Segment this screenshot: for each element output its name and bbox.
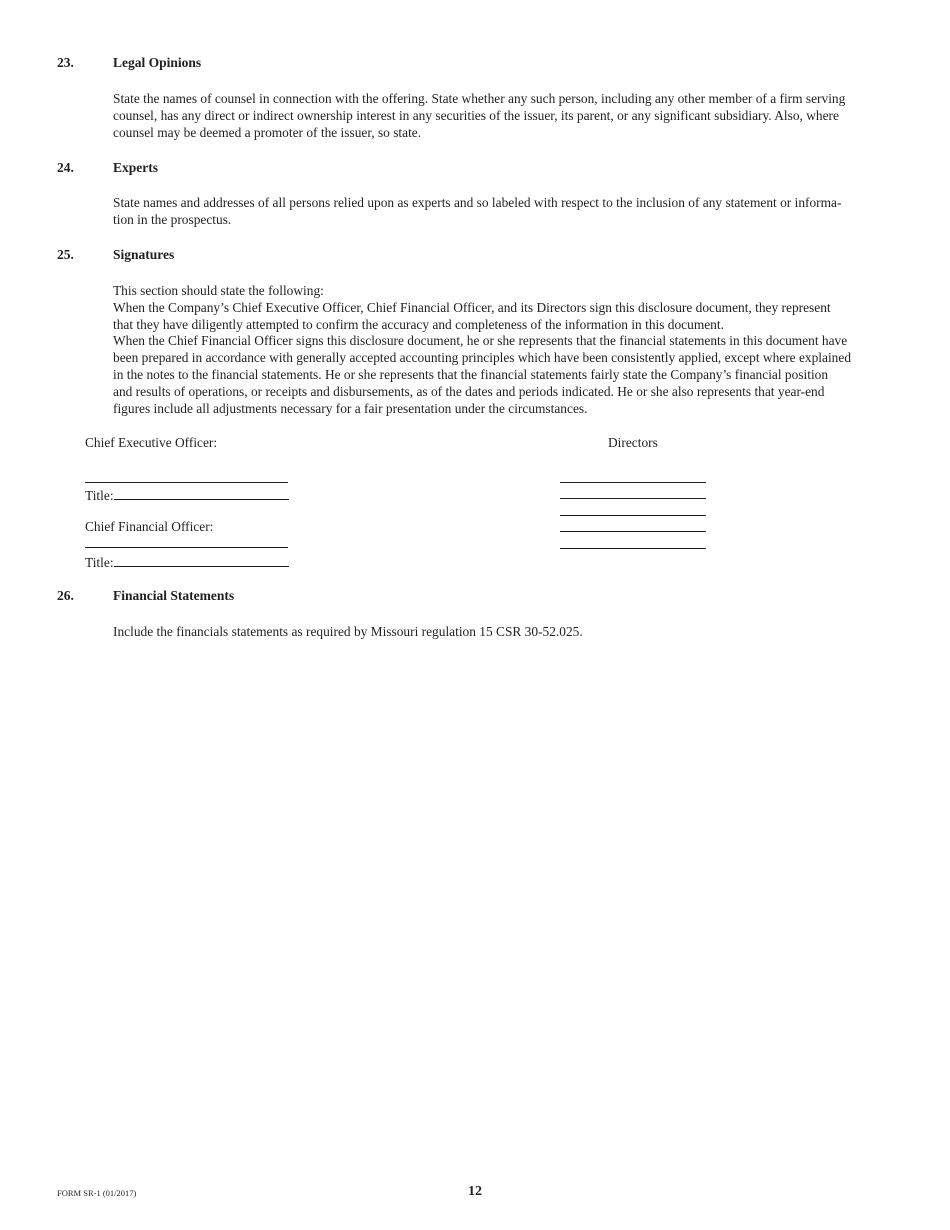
section-23-number: 23. xyxy=(57,55,74,70)
director-signature-line[interactable] xyxy=(560,531,706,532)
section-25-number: 25. xyxy=(57,247,74,262)
ceo-title-row xyxy=(85,486,289,504)
section-25-line: been prepared in accordance with generally accepted accounting principles which have been consistently applied, except where explained xyxy=(113,350,852,366)
ceo-label: Chief Executive Officer: xyxy=(85,435,218,450)
cfo-title-row xyxy=(85,553,289,571)
section-23-line: State the names of counsel in connection with the offering. State whether any such person, including any other member of a firm serving xyxy=(113,91,846,106)
section-26-line: Include the financials statements as required by Missouri regulation 15 CSR 30-52.025. xyxy=(113,624,583,639)
section-23-title: Legal Opinions xyxy=(113,55,202,70)
section-24-body xyxy=(113,195,893,229)
cfo-label: Chief Financial Officer: xyxy=(85,519,214,534)
section-23-line: counsel may be deemed a promoter of the issuer, so state. xyxy=(113,124,422,140)
section-25-line: When the Chief Financial Officer signs this disclosure document, he or she represents that the financial statements in this document have xyxy=(113,333,848,349)
section-25-body xyxy=(113,283,893,417)
director-signature-line[interactable] xyxy=(560,548,706,549)
director-signature-line[interactable] xyxy=(560,515,706,516)
section-23-body xyxy=(113,91,893,141)
section-24-title: Experts xyxy=(113,160,158,175)
section-24-line: tion in the prospectus. xyxy=(113,211,232,227)
form-id: FORM SR-1 (01/2017) xyxy=(57,1188,137,1198)
section-25-title: Signatures xyxy=(113,247,175,262)
section-25-line: When the Company’s Chief Executive Officer, Chief Financial Officer, and its Directors sign this disclosure document, they represent xyxy=(113,299,831,315)
ceo-title-label: Title: xyxy=(85,488,114,503)
section-23-line: counsel, has any direct or indirect ownership interest in any securities of the issuer, its parent, or any significant subsidiary. Also, where xyxy=(113,107,839,123)
directors-label: Directors xyxy=(608,435,658,450)
ceo-title-field[interactable] xyxy=(114,486,289,500)
ceo-signature-line[interactable] xyxy=(85,482,288,483)
section-25-line: and results of operations, or receipts and disbursements, as of the dates and periods indicated. He or she also represents that year-end xyxy=(113,383,825,399)
section-24-line: State names and addresses of all persons relied upon as experts and so labeled with respect to the inclusion of any statement or informa- xyxy=(113,195,842,210)
director-signature-line[interactable] xyxy=(560,482,706,483)
cfo-title-label: Title: xyxy=(85,555,114,570)
page-number: 12 xyxy=(468,1184,482,1199)
section-25-line: in the notes to the financial statements. He or she represents that the financial statements fairly state the Company’s financial position xyxy=(113,366,829,382)
section-26-body xyxy=(113,624,893,641)
section-25-line: that they have diligently attempted to confirm the accuracy and completeness of the information in this document. xyxy=(113,316,724,332)
section-25-line: This section should state the following: xyxy=(113,283,324,298)
section-26-number: 26. xyxy=(57,588,74,603)
cfo-title-field[interactable] xyxy=(114,553,289,567)
director-signature-line[interactable] xyxy=(560,498,706,499)
section-26-title: Financial Statements xyxy=(113,588,235,603)
section-24-number: 24. xyxy=(57,160,74,175)
section-25-line: figures include all adjustments necessary for a fair presentation under the circumstances. xyxy=(113,400,588,416)
cfo-signature-line[interactable] xyxy=(85,547,288,548)
